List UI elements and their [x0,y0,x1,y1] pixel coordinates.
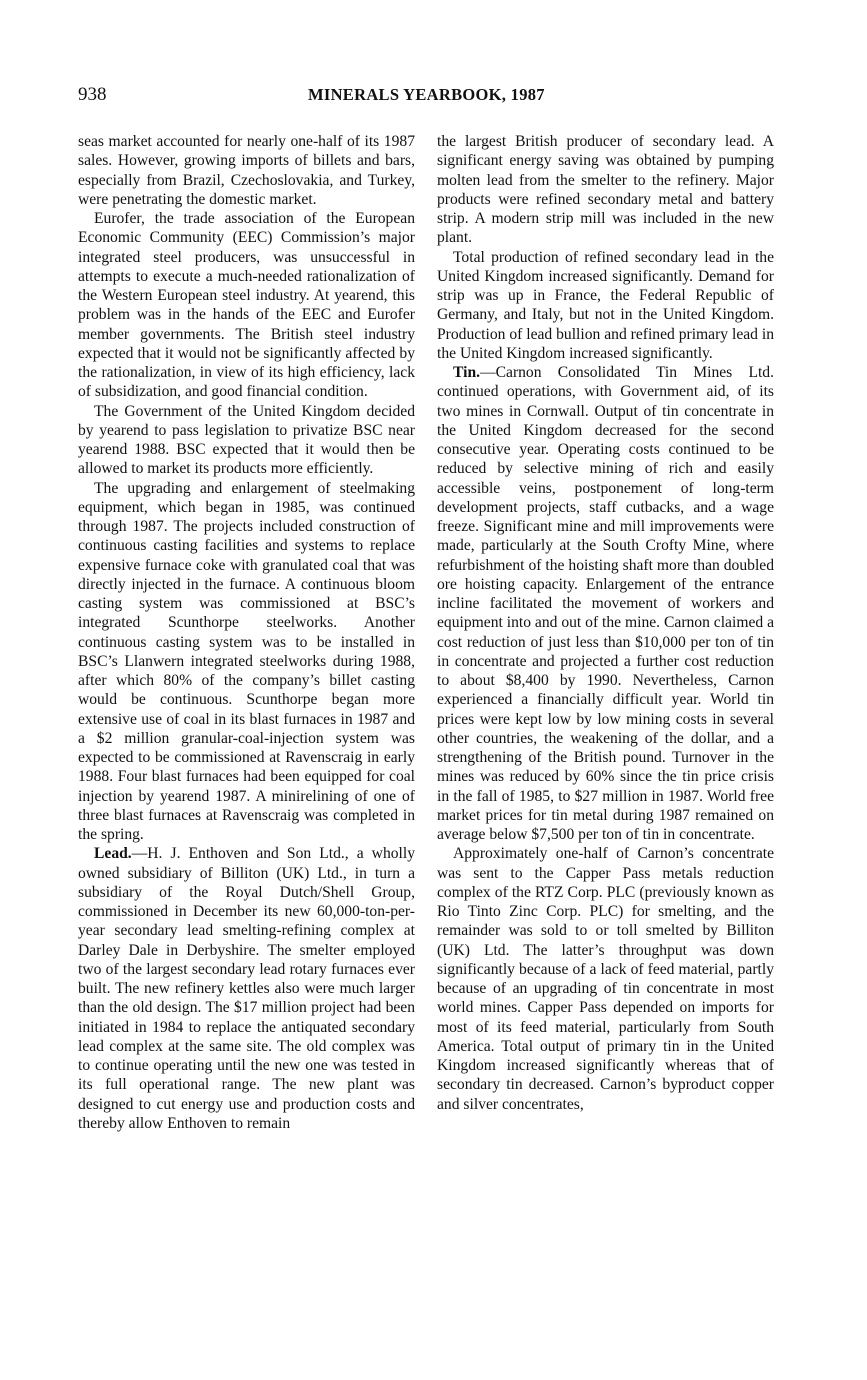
paragraph-tin-body: —Carnon Consolidated Tin Mines Ltd. continued operations, with Government aid, of its two mines in Cornwall. Output of tin concentrate in the United Kingdom decreased for the second consecutive year. Operating costs continued to be reduced by selective mining of rich and easily accessible veins, postponement of long-term development projects, staff cutbacks, and a wage freeze. Significant mine and mill improvements were made, particularly at the South Crofty Mine, where refurbishment of the hoisting shaft more than doubled ore hoisting capacity. Enlargement of the entrance incline facilitated the movement of workers and equipment into and out of the mine. Carnon claimed a cost reduction of just less than $10,000 per ton of tin in concentrate and projected a further cost reduction to about $8,400 by 1990. Nevertheless, Carnon experienced a financially difficult year. World tin prices were kept low by low mining costs in several other countries, the weakening of the dollar, and a strengthening of the British pound. Turnover in the mines was reduced by 60% since the tin price crisis in the fall of 1985, to $27 million in 1987. World free market prices for tin metal during 1987 remained on average below $7,500 per ton of tin in concentrate. [437,364,774,843]
running-head [78,84,778,108]
paragraph-tin [437,363,774,844]
section-heading-tin: Tin. [453,364,481,381]
paragraph-eurofer: Eurofer, the trade association of the European Economic Community (EEC) Commission’s major integrated steel producers, was unsuccessful in attempts to execute a much-needed rationalization of the Western European steel industry. At yearend, this problem was in the hands of the EEC and Eurofer member governments. The British steel industry expected that it would not be significantly affected by the rationalization, in view of its high efficiency, lack of subsidization, and good financial condition. [78,210,415,401]
paragraph-lead-body: —H. J. Enthoven and Son Ltd., a wholly owned subsidiary of Billiton (UK) Ltd., in turn a subsidiary of the Royal Dutch/Shell Group, commissioned in December its new 60,000-ton-per-year secondary lead smelting-refining complex at Darley Dale in Derbyshire. The smelter employed two of the largest secondary lead rotary furnaces ever built. The new refinery kettles also were much larger than the old design. The $17 million project had been initiated in 1984 to replace the antiquated secondary lead complex at the same site. The old complex was to continue operating until the new one was tested in its full operational range. The new plant was designed to cut energy use and production costs and thereby allow Enthoven to remain [78,845,415,1132]
paragraph-steel-exports: seas market accounted for nearly one-half of its 1987 sales. However, growing imports of billets and bars, especially from Brazil, Czechoslovakia, and Turkey, were penetrating the domestic market. [78,133,415,208]
page-number: 938 [78,84,107,105]
section-heading-lead: Lead. [94,845,132,863]
journal-title: MINERALS YEARBOOK, 1987 [308,85,545,104]
paragraph-lead [78,844,415,1133]
right-column [437,132,774,1114]
paragraph-tin-concentrate: Approximately one-half of Carnon’s concentrate was sent to the Capper Pass metals reduction complex of the RTZ Corp. PLC (previously known as Rio Tinto Zinc Corp. PLC) for smelting, and the remainder was sold to or toll smelted by Billiton (UK) Ltd. The latter’s throughput was down significantly because of a lack of feed material, partly because of an upgrading of tin concentrate in most world mines. Capper Pass depended on imports for most of its feed material, particularly from South America. Total output of primary tin in the United Kingdom increased significantly whereas that of secondary tin decreased. Carnon’s byproduct copper and silver concentrates, [437,845,774,1113]
paragraph-secondary-lead-production: Total production of refined secondary lead in the United Kingdom increased significantly. Demand for strip was up in France, the Federal Republic of Germany, and Italy, but not in the United Kingdom. Production of lead bullion and refined primary lead in the United Kingdom increased significantly. [437,248,774,362]
paragraph-lead-continued: the largest British producer of secondary lead. A significant energy saving was obtained by pumping molten lead from the smelter to the refinery. Major products were refined secondary metal and battery strip. A modern strip mill was included in the new plant. [437,133,774,247]
paragraph-privatization: The Government of the United Kingdom decided by yearend to pass legislation to privatize BSC near yearend 1988. BSC expected that it would then be allowed to market its products more efficiently. [78,402,415,478]
paragraph-steel-upgrading: The upgrading and enlargement of steelmaking equipment, which began in 1985, was continued through 1987. The projects included construction of continuous casting facilities and systems to replace expensive furnace coke with granulated coal that was directly injected in the furnace. A continuous bloom casting system was commissioned at BSC’s integrated Scunthorpe steelworks. Another continuous casting system was to be installed in BSC’s Llanwern integrated steelworks during 1988, after which 80% of the company’s billet casting would be continuous. Scunthorpe began more extensive use of coal in its blast furnaces in 1987 and a $2 million granular-coal-injection system was expected to be commissioned at Ravenscraig in early 1988. Four blast furnaces had been equipped for coal injection by yearend 1987. A minirelining of one of three blast furnaces at Ravenscraig was completed in the spring. [78,479,415,843]
left-column [78,132,415,1133]
